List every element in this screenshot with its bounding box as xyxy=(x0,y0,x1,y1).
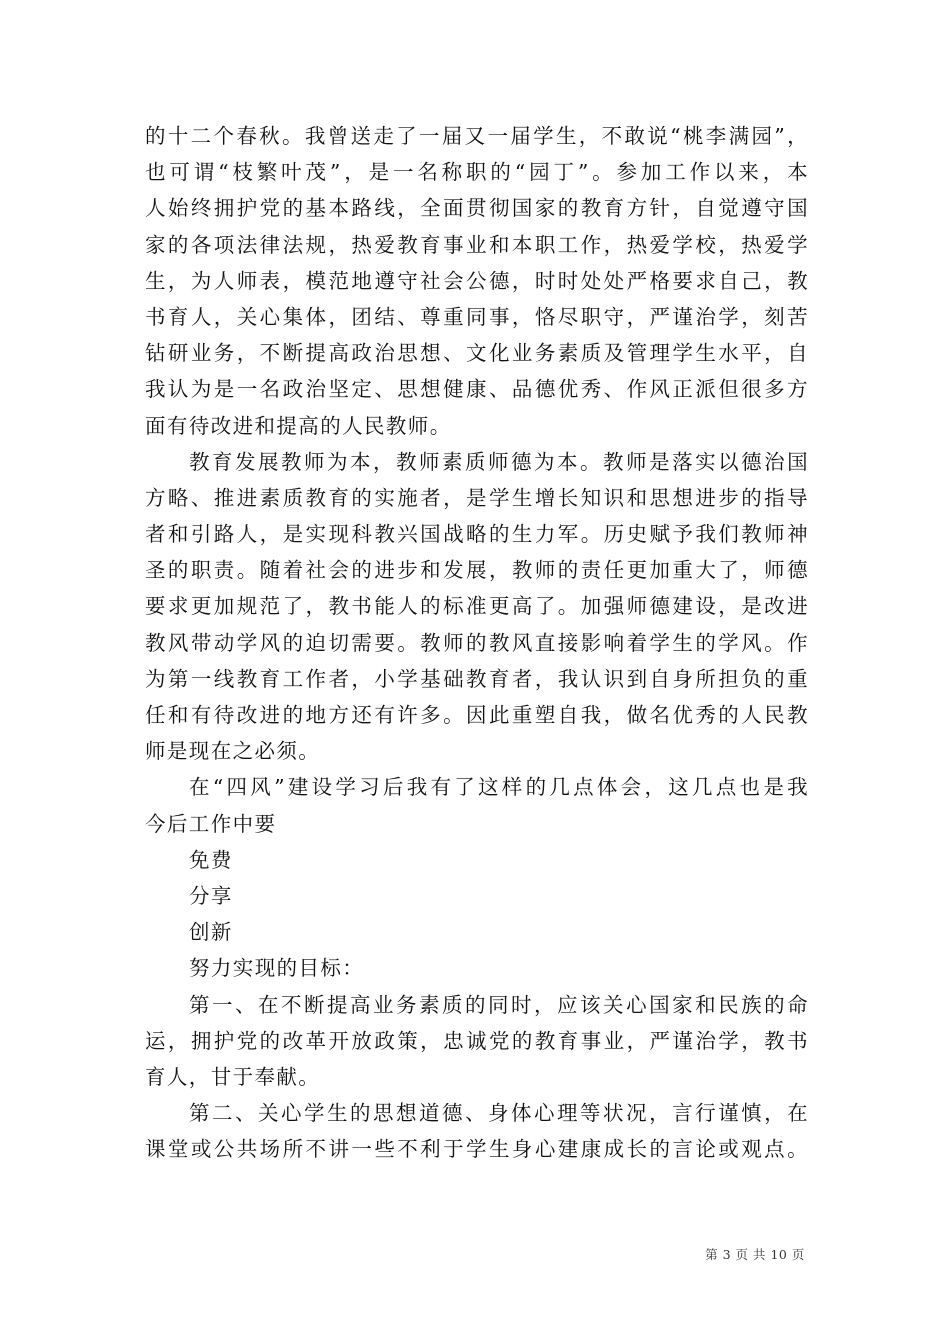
text-line: 书育人，关心集体，团结、尊重同事，恪尽职守，严谨治学，刻苦 xyxy=(145,304,809,329)
text-line: 为第一线教育工作者，小学基础教育者，我认识到自身所担负的重 xyxy=(145,666,809,691)
text-line: 教风带动学风的迫切需要。教师的教风直接影响着学生的学风。作 xyxy=(145,630,809,655)
page-number-footer: 第 3 页 共 10 页 xyxy=(705,1247,805,1262)
text-line: 面有待改进和提高的人民教师。 xyxy=(145,413,452,438)
document-body xyxy=(145,118,809,1167)
text-line: 我认为是一名政治坚定、思想健康、品德优秀、作风正派但很多方 xyxy=(145,377,809,402)
paragraph-start-line: 努力实现的目标： xyxy=(189,956,365,981)
paragraph-start-line: 第二、关心学生的思想道德、身体心理等状况，言行谨慎，在 xyxy=(189,1101,809,1126)
text-line: 运，拥护党的改革开放政策，忠诚党的教育事业，严谨治学，教书 xyxy=(145,1028,809,1053)
text-line: 要求更加规范了，教书能人的标准更高了。加强师德建设，是改进 xyxy=(145,594,809,619)
watermark-line-free: 免费 xyxy=(189,847,233,872)
text-line: 育人，甘于奉献。 xyxy=(145,1064,321,1089)
text-line: 师是现在之必须。 xyxy=(145,739,321,764)
text-line: 圣的职责。随着社会的进步和发展，教师的责任更加重大了，师德 xyxy=(145,558,809,583)
paragraph-start-line: 在“四风”建设学习后我有了这样的几点体会，这几点也是我 xyxy=(189,775,809,800)
text-line: 也可谓“枝繁叶茂”，是一名称职的“园丁”。参加工作以来，本 xyxy=(145,160,809,185)
text-line: 人始终拥护党的基本路线，全面贯彻国家的教育方针，自觉遵守国 xyxy=(145,196,809,221)
text-line: 方略、推进素质教育的实施者，是学生增长知识和思想进步的指导 xyxy=(145,485,809,510)
text-line: 的十二个春秋。我曾送走了一届又一届学生，不敢说“桃李满园”， xyxy=(145,124,809,148)
paragraph-start-line: 教育发展教师为本，教师素质师德为本。教师是落实以德治国 xyxy=(189,449,809,474)
text-line: 家的各项法律法规，热爱教育事业和本职工作，热爱学校，热爱学 xyxy=(145,232,809,257)
text-line: 课堂或公共场所不讲一些不利于学生身心建康成长的言论或观点。 xyxy=(145,1137,809,1162)
text-line: 生，为人师表，模范地遵守社会公德，时时处处严格要求自己，教 xyxy=(145,268,809,293)
text-line: 今后工作中要 xyxy=(145,811,277,836)
watermark-line-innovate: 创新 xyxy=(189,920,233,945)
watermark-line-share: 分享 xyxy=(189,883,233,908)
text-line: 任和有待改进的地方还有许多。因此重塑自我，做名优秀的人民教 xyxy=(145,703,809,727)
text-line: 钻研业务，不断提高政治思想、文化业务素质及管理学生水平，自 xyxy=(145,341,809,366)
paragraph-start-line: 第一、在不断提高业务素质的同时，应该关心国家和民族的命 xyxy=(189,992,809,1017)
text-line: 者和引路人，是实现科教兴国战略的生力军。历史赋予我们教师神 xyxy=(145,522,809,547)
